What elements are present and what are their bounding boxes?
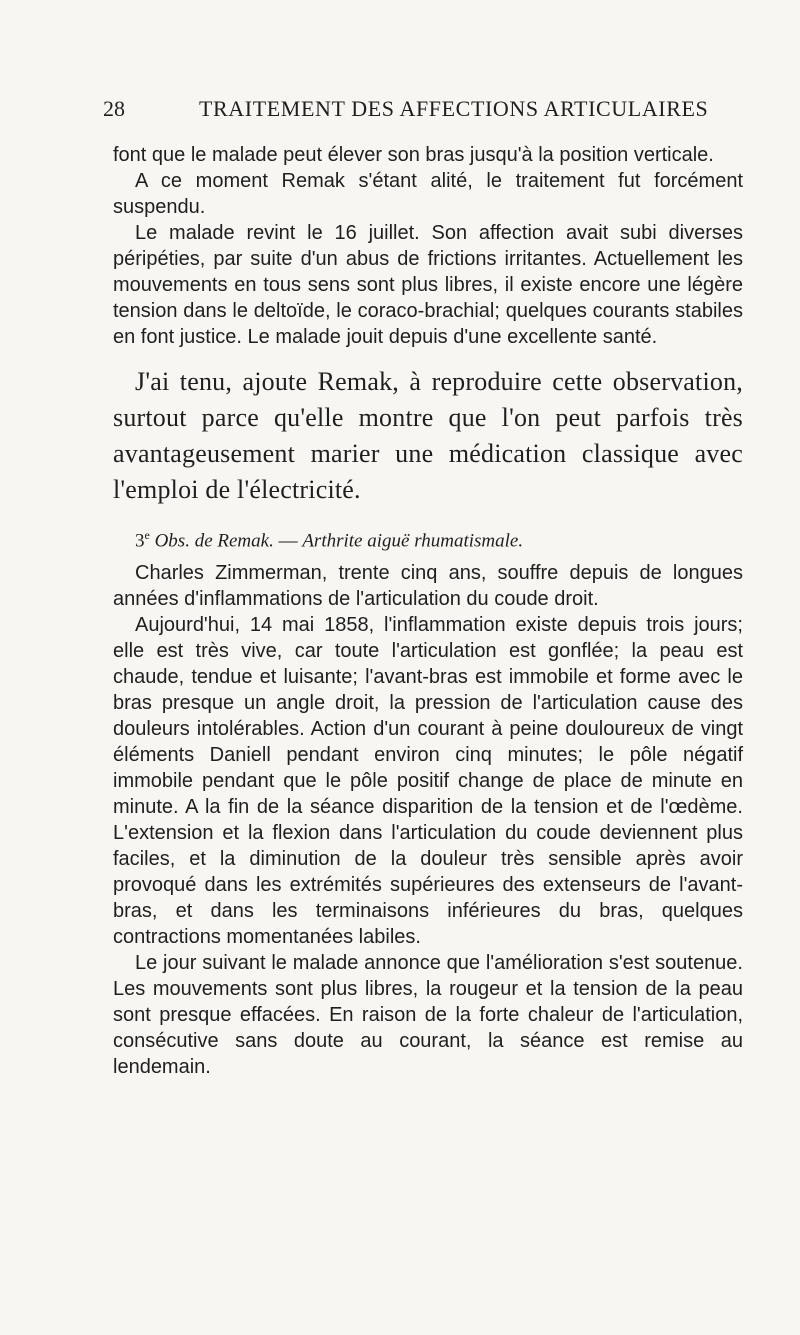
observation-superscript: e — [144, 528, 150, 542]
paragraph: Charles Zimmerman, trente cinq ans, souffre depuis de longues années d'inflammations de l'articulation du coude droit. — [113, 562, 743, 611]
page-number: 28 — [103, 96, 125, 121]
observation-number: 3 — [135, 530, 145, 552]
running-head: TRAITEMENT DES AFFECTIONS ARTICULAIRES — [199, 96, 709, 121]
paragraph-continuation: font que le malade peut élever son bras jusqu'à la position verticale. — [113, 144, 714, 166]
lead-paragraph: J'ai tenu, ajoute Remak, à reproduire cette observation, surtout parce qu'elle montre que l'on peut parfois très avantageusement marier une médication classique avec l'emploi de l'électricité. — [113, 367, 743, 504]
paragraph: A ce moment Remak s'étant alité, le traitement fut forcément suspendu. — [113, 170, 743, 218]
observation-title: Arthrite aiguë rhumatismale. — [302, 530, 524, 552]
page-header — [103, 96, 743, 126]
observation-label: Obs. de Remak. — [154, 530, 274, 552]
observation-separator: — — [273, 530, 303, 552]
body-text — [113, 142, 743, 1080]
paragraph: Aujourd'hui, 14 mai 1858, l'inflammation existe depuis trois jours; elle est très vive, car toute l'articulation est gonflée; la peau est chaude, tendue et luisante; l'avant-bras est immobile et forme avec le bras presque un angle droit, la pression de l'articulation cause des douleurs intolérables. Action d'un courant à peine douloureux de vingt éléments Daniell pendant environ cinq minutes; le pôle négatif immobile pendant que le pôle positif change de place de minute en minute. A la fin de la séance disparition de la tension et de l'œdème. L'extension et la flexion dans l'articulation du coude deviennent plus faciles, et la diminution de la douleur très sensible après avoir provoqué dans les extrémités supérieures des extenseurs de l'avant-bras, et dans les terminaisons inférieures du bras, quelques contractions momentanées labiles. — [113, 614, 743, 949]
paragraph: Le malade revint le 16 juillet. Son affection avait subi diverses péripéties, par suite d'un abus de frictions irritantes. Actuellement les mouvements en tous sens sont plus libres, il existe encore une légère tension dans le deltoïde, le coraco-brachial; quelques courants stabiles en font justice. Le malade jouit depuis d'une excellente santé. — [113, 222, 743, 348]
observation-heading — [135, 522, 743, 554]
paragraph: Le jour suivant le malade annonce que l'amélioration s'est soutenue. Les mouvements sont plus libres, la rougeur et la tension de la peau sont presque effacées. En raison de la forte chaleur de l'articulation, consécutive sans doute au courant, la séance est remise au lendemain. — [113, 952, 743, 1079]
